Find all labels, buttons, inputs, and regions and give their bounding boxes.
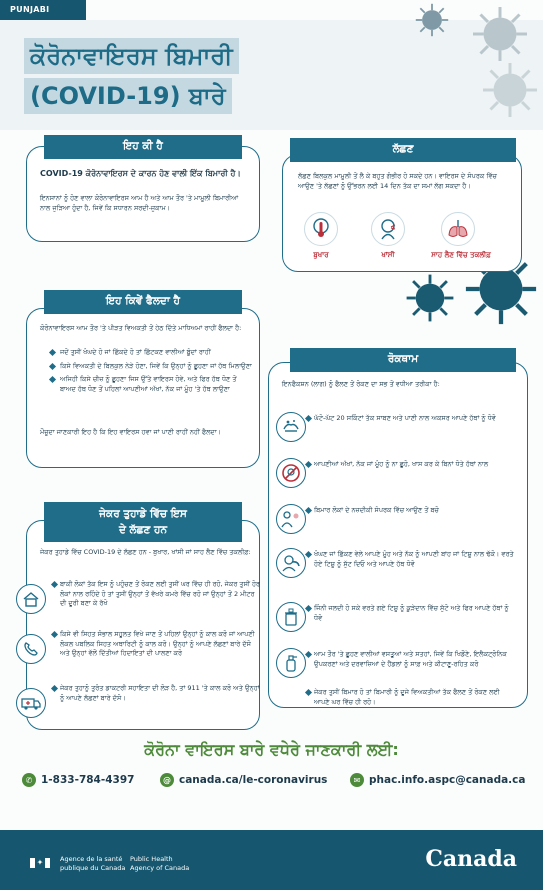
thermometer-icon [304,212,338,246]
how-spread-note: ਮੌਜੂਦਾ ਜਾਣਕਾਰੀ ਇਹ ਹੈ ਕਿ ਇਹ ਵਾਇਰਸ ਹਵਾ ਜਾਂ ਪਾਣੀ ਰਾਹੀਂ ਨਹੀਂ ਫੈਲਦਾ। [40,428,222,436]
cough-icon [371,212,405,246]
symptoms-heading: ਲੱਛਣ [290,138,516,162]
prevention-text: ਘੱਟੋ-ਘੱਟ 20 ਸਕਿੰਟਾਂ ਤੱਕ ਸਾਬਣ ਅਤੇ ਪਾਣੀ ਨਾਲ ਅਕਸਰ ਆਪਣੇ ਹੱਥਾਂ ਨੂੰ ਧੋਵੋ [314,414,514,424]
if-symptoms-heading-line-2: ਦੇ ਲੱਛਣ ਹਨ [118,524,168,536]
prevention-item [276,412,526,448]
if-symptoms-heading [44,502,242,542]
web-address: canada.ca/le-coronavirus [179,774,328,786]
more-info-heading: ਕੋਰੋਨਾ ਵਾਇਰਸ ਬਾਰੇ ਵਧੇਰੇ ਜਾਣਕਾਰੀ ਲਈ: [144,740,399,759]
prevention-item [276,504,526,540]
mail-icon: ✉ [350,773,364,787]
prevention-intro: ਇਨਫੈਕਸ਼ਨ (ਲਾਗ) ਨੂੰ ਫੈਲਣ ਤੋਂ ਰੋਕਣ ਦਾ ਸਭ ਤੋਂ ਵਧੀਆ ਤਰੀਕਾ ਹੈ: [282,380,440,388]
ambulance-icon [16,688,46,718]
phone-icon [16,634,46,664]
prevention-text: ਖੰਘਣ ਜਾਂ ਛਿੱਕਣ ਵੇਲੇ ਆਪਣੇ ਮੂੰਹ ਅਤੇ ਨੱਕ ਨੂੰ ਆਪਣੀ ਬਾਂਹ ਜਾਂ ਟਿਸ਼ੂ ਨਾਲ ਢੱਕੋ। ਵਰਤੇ ਹੋਏ ਟਿਸ਼ੂ ਨੂੰ ਸੁੱਟ ਦਿਓ ਅਤੇ ਆਪਣੇ ਹੱਥ ਧੋਵੋ [314,550,514,568]
how-spread-list [50,348,254,398]
what-is-it-lead: COVID-19 ਕੋਰੋਨਾਵਾਇਰਸ ਦੇ ਕਾਰਨ ਹੋਣ ਵਾਲੀ ਇੱਕ ਬਿਮਾਰੀ ਹੈ। [40,169,241,178]
prevention-text: ਜੇਕਰ ਤੁਸੀਂ ਬਿਮਾਰ ਹੋ ਤਾਂ ਬਿਮਾਰੀ ਨੂੰ ਦੂਜੇ ਵਿਅਕਤੀਆਂ ਤੱਕ ਫੈਲਣ ਤੋਂ ਰੋਕਣ ਲਈ ਆਪਣੇ ਘਰ ਵਿੱਚ ਹੀ ਰਹੋ। [314,688,514,707]
symptoms-body: ਲੱਛਣ ਬਿਲਕੁਲ ਮਾਮੂਲੀ ਤੋਂ ਲੈ ਕੇ ਬਹੁਤ ਗੰਭੀਰ ਹੋ ਸਕਦੇ ਹਨ। ਵਾਇਰਸ ਦੇ ਸੰਪਰਕ ਵਿੱਚ ਆਉਣ 'ਤੇ ਲੱਛਣਾਂ ਨੂੰ ਉੱਭਰਨ ਲਈ 14 ਦਿਨ ਤੱਕ ਦਾ ਸਮਾਂ ਲੱਗ ਸਕਦਾ ਹੈ। [298,172,497,190]
prevention-item [276,458,526,494]
if-symptoms-item [16,684,266,724]
prevention-item [276,548,526,584]
if-symptoms-text: ਜੇਕਰ ਤੁਹਾਨੂੰ ਤੁਰੰਤ ਡਾਕਟਰੀ ਸਹਾਇਤਾ ਦੀ ਲੋੜ ਹੈ, ਤਾਂ 911 'ਤੇ ਕਾਲ ਕਰੋ ਅਤੇ ਉਨ੍ਹਾਂ ਨੂੰ ਆਪਣੇ ਲੱਛਣਾਂ ਬਾਰੇ ਦੱਸੋ। [60,684,260,702]
email-address: phac.info.aspc@canada.ca [369,774,526,786]
canada-wordmark: Canada [425,846,517,872]
avoid-contact-icon [276,504,306,534]
prevention-item [276,686,526,710]
web-link[interactable] [160,773,327,787]
tissue-bin-icon [276,602,306,632]
how-spread-intro: ਕੋਰੋਨਾਵਾਇਰਸ ਆਮ ਤੌਰ 'ਤੇ ਪੀੜਤ ਵਿਅਕਤੀ ਤੋਂ ਹੇਠ ਦਿੱਤੇ ਮਾਧਿਅਮਾਂ ਰਾਹੀਂ ਫੈਲਦਾ ਹੈ: [40,324,242,332]
how-spread-heading: ਇਹ ਕਿਵੇਂ ਫੈਲਦਾ ਹੈ [44,290,242,314]
virus-icon [412,2,452,38]
prevention-item [276,648,526,684]
at-icon: @ [160,773,174,787]
page-title-line-1: ਕੋਰੋਨਾਵਾਇਰਸ ਬਿਮਾਰੀ [24,38,239,74]
virus-icon [404,272,456,324]
canada-flag-icon: ✦ [30,858,50,868]
prevention-heading: ਰੋਕਥਾਮ [290,348,516,372]
prevention-text: ਜਿੰਨੀ ਜਲਦੀ ਹੋ ਸਕੇ ਵਰਤੇ ਗਏ ਟਿਸ਼ੂ ਨੂੰ ਕੂੜੇਦਾਨ ਵਿੱਚ ਸੁੱਟੋ ਅਤੇ ਫਿਰ ਆਪਣੇ ਹੱਥਾਂ ਨੂੰ ਧੋਵੋ [314,604,514,623]
cough-elbow-icon [276,548,306,578]
if-symptoms-text: ਬਾਕੀ ਲੋਕਾਂ ਤੱਕ ਇਸ ਨੂੰ ਪਹੁੰਚਣ ਤੋਂ ਰੋਕਣ ਲਈ ਤੁਸੀਂ ਘਰ ਵਿੱਚ ਹੀ ਰਹੋ, ਜੇਕਰ ਤੁਸੀਂ ਹੋਰ ਲੋਕਾਂ ਨਾਲ ਰਹਿੰਦੇ ਹੋ ਤਾਂ ਤੁਸੀਂ ਉਨ੍ਹਾਂ ਤੋਂ ਵੱਖਰੇ ਕਮਰੇ ਵਿੱਚ ਰਹੋ ਜਾਂ ਉਨ੍ਹਾਂ ਤੋਂ 2 ਮੀਟਰ ਦੀ ਦੂਰੀ ਬਣਾ ਕੇ ਰੱਖੋ [60,580,260,607]
symptom-label-breathing: ਸਾਹ ਲੈਣ ਵਿੱਚ ਤਕਲੀਫ਼ [431,251,491,259]
symptom-label-fever: ਬੁਖਾਰ [313,251,329,259]
agency-name-en: Public Health Agency of Canada [130,855,190,872]
list-item: ਕਿਸੇ ਵਿਅਕਤੀ ਦੇ ਬਿਲਕੁਲ ਨੇੜੇ ਹੋਣਾ, ਜਿਵੇਂ ਕਿ ਉਨ੍ਹਾਂ ਨੂੰ ਛੂਹਣਾ ਜਾਂ ਹੱਥ ਮਿਲਾਉਣਾ [50,362,254,372]
virus-icon [480,60,540,120]
virus-icon [470,4,530,64]
page-title-line-2: (COVID-19) ਬਾਰੇ [24,78,232,114]
if-symptoms-item [16,580,266,620]
house-icon [16,584,46,614]
phone-icon: ✆ [22,773,36,787]
prevention-text: ਆਮ ਤੌਰ 'ਤੇ ਛੂਹਣ ਵਾਲੀਆਂ ਵਸਤੂਆਂ ਅਤੇ ਸਤਹਾਂ, ਜਿਵੇਂ ਕਿ ਖਿਡੌਣੇ, ਇਲੈਕਟ੍ਰੋਨਿਕ ਉਪਕਰਣਾਂ ਅਤੇ ਦਰਵਾਜ਼ਿਆਂ ਦੇ ਹੈਂਡਲਾਂ ਨੂੰ ਸਾਫ਼ ਅਤੇ ਕੀਟਾਣੂ-ਰਹਿਤ ਕਰੋ [314,650,514,669]
list-item: ਅਜਿਹੀ ਕਿਸੇ ਚੀਜ਼ ਨੂੰ ਛੂਹਣਾ ਜਿਸ ਉੱਤੇ ਵਾਇਰਸ ਹੋਵੇ, ਅਤੇ ਫਿਰ ਹੱਥ ਧੋਣ ਤੋਂ ਬਾਅਦ ਹੱਥ ਧੋਣ ਤੋਂ ਪਹਿਲਾਂ ਆਪਣੀਆਂ ਅੱਖਾਂ, ਨੱਕ ਜਾਂ ਮੂੰਹ 'ਤੇ ਹੱਥ ਲਾਉਣਾ [50,375,254,394]
if-symptoms-item [16,630,266,670]
what-is-it-heading: ਇਹ ਕੀ ਹੈ [44,135,242,159]
prevention-text: ਆਪਣੀਆਂ ਅੱਖਾਂ, ਨੱਕ ਜਾਂ ਮੂੰਹ ਨੂੰ ਨਾ ਛੂਹੋ, ਖਾਸ ਕਰ ਕੇ ਬਿਨਾਂ ਧੋਤੇ ਹੱਥਾਂ ਨਾਲ [314,460,514,470]
footer [0,830,543,890]
phone-number: 1-833-784-4397 [41,774,135,786]
if-symptoms-text: ਕਿਸੇ ਵੀ ਸਿਹਤ ਸੰਭਾਲ ਸਹੂਲਤ ਵਿਖੇ ਜਾਣ ਤੋਂ ਪਹਿਲਾਂ ਉਨ੍ਹਾਂ ਨੂੰ ਕਾਲ ਕਰੋ ਜਾਂ ਆਪਣੀ ਲੋਕਲ ਪਬਲਿਕ ਸਿਹਤ ਅਥਾਰਿਟੀ ਨੂੰ ਕਾਲ ਕਰੋ। ਉਨ੍ਹਾਂ ਨੂੰ ਆਪਣੇ ਲੱਛਣਾਂ ਬਾਰੇ ਦੱਸੋ ਅਤੇ ਉਨ੍ਹਾਂ ਵੱਲੋਂ ਦਿੱਤੀਆਂ ਹਿਦਾਇਤਾਂ ਦੀ ਪਾਲਣਾ ਕਰੋ [60,630,260,659]
phone-contact[interactable] [22,773,134,787]
what-is-it-body: ਇਨਸਾਨਾਂ ਨੂੰ ਹੋਣ ਵਾਲਾ ਕੋਰੋਨਾਵਾਇਰਸ ਆਮ ਹੈ ਅਤੇ ਆਮ ਤੌਰ 'ਤੇ ਮਾਮੂਲੀ ਬਿਮਾਰੀਆਂ ਨਾਲ ਜੁੜਿਆ ਹੁੰਦਾ ਹੈ, ਜਿਵੇਂ ਕਿ ਸਧਾਰਨ ਸਰਦੀ-ਜ਼ੁਕਾਮ। [40,194,239,212]
list-item: ਜਦੋਂ ਤੁਸੀਂ ਖੰਘਦੇ ਹੋ ਜਾਂ ਛਿੱਕਦੇ ਹੋ ਤਾਂ ਛਿੱਟਕਣ ਵਾਲੀਆਂ ਬੂੰਦਾਂ ਰਾਹੀਂ [50,348,254,358]
email-link[interactable] [350,773,525,787]
if-symptoms-heading-line-1: ਜੇਕਰ ਤੁਹਾਡੇ ਵਿੱਚ ਇਸ [99,508,187,520]
no-touch-face-icon [276,458,306,488]
prevention-text: ਬਿਮਾਰ ਲੋਕਾਂ ਦੇ ਨਜ਼ਦੀਕੀ ਸੰਪਰਕ ਵਿੱਚ ਆਉਣ ਤੋਂ ਬਚੋ [314,506,514,516]
prevention-item [276,602,526,638]
cleaning-icon [276,648,306,678]
agency-name-fr: Agence de la santé publique du Canada [60,855,126,872]
symptom-label-cough: ਖਾਂਸੀ [381,251,395,259]
handwash-icon [276,412,306,442]
language-tab: PUNJABI [0,0,86,20]
lungs-icon [441,212,475,246]
if-symptoms-intro: ਜੇਕਰ ਤੁਹਾਡੇ ਵਿੱਚ COVID-19 ਦੇ ਲੱਛਣ ਹਨ - ਬੁਖਾਰ, ਖਾਂਸੀ ਜਾਂ ਸਾਹ ਲੈਣ ਵਿੱਚ ਤਕਲੀਫ਼: [40,548,251,556]
